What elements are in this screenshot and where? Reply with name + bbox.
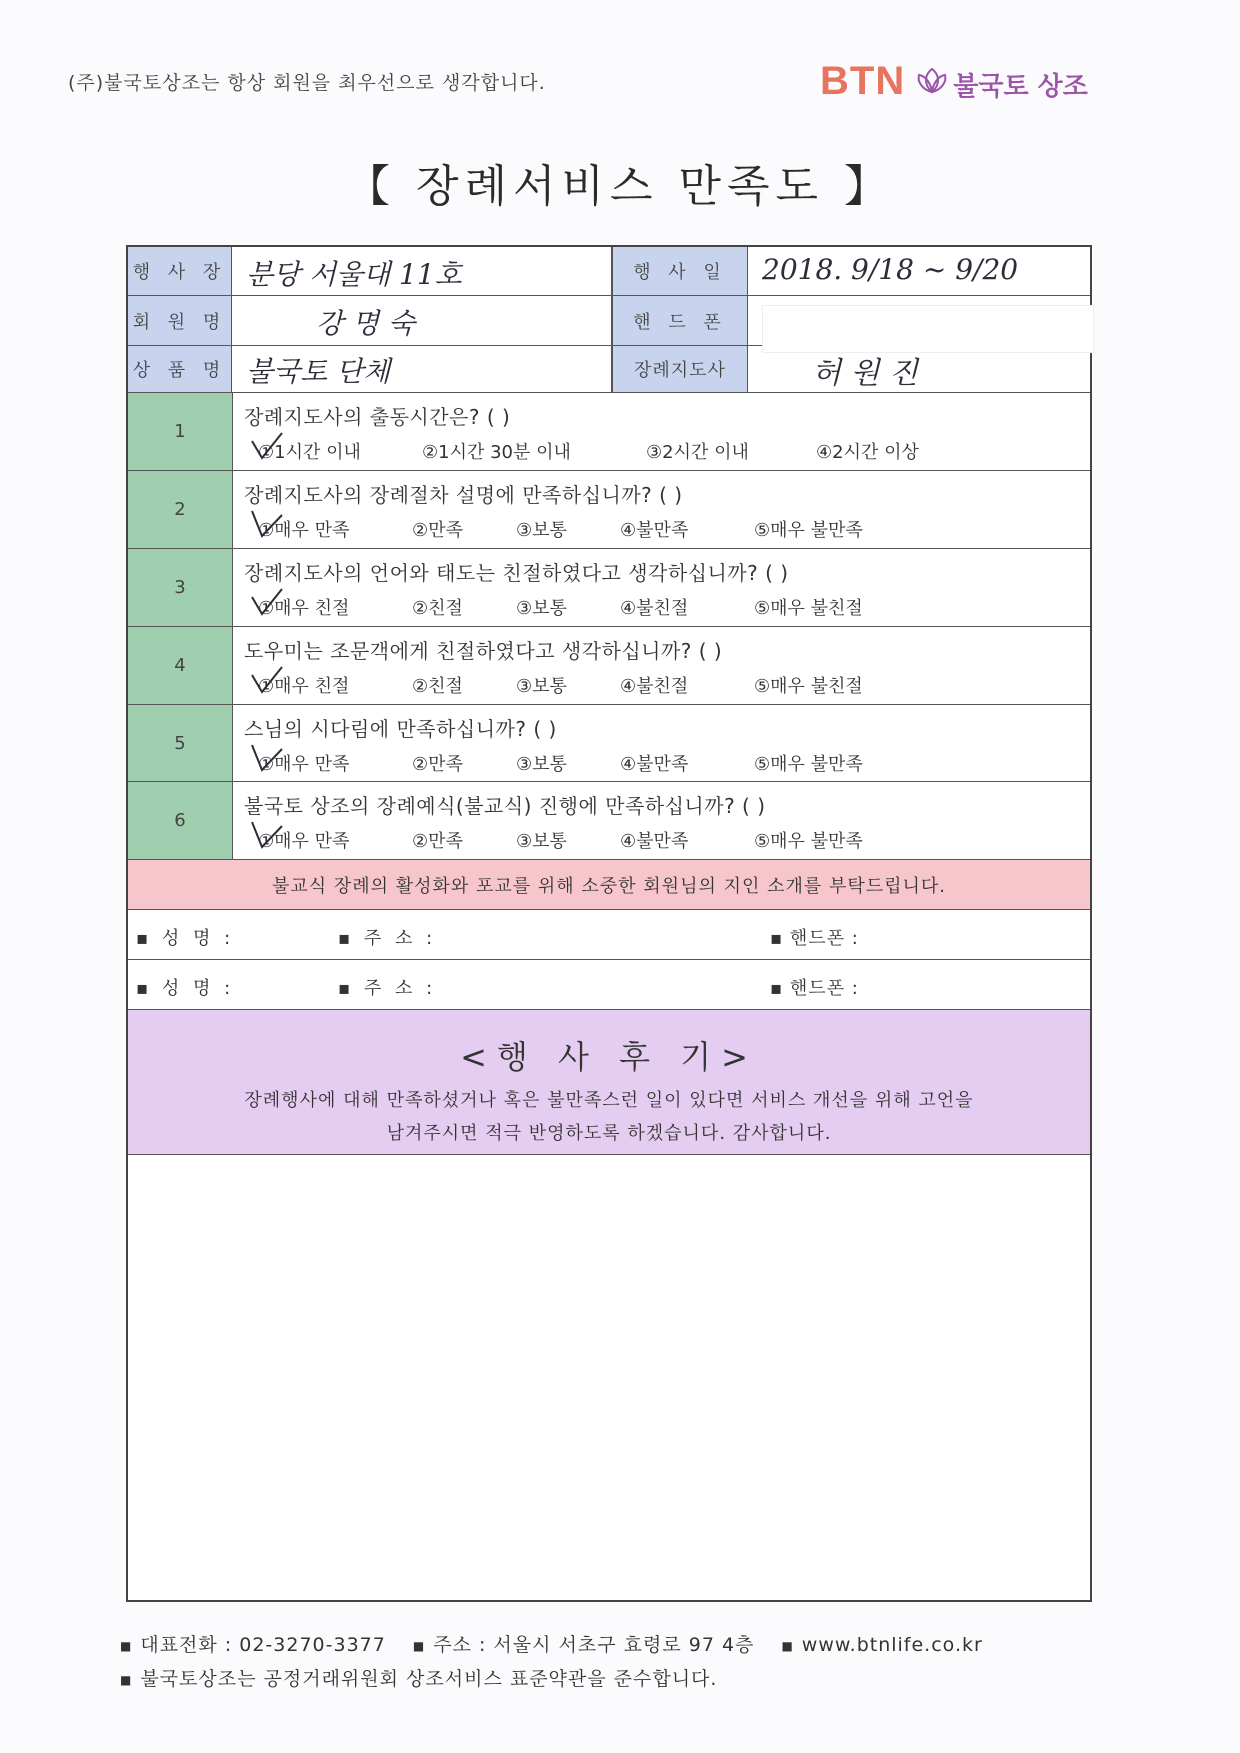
option[interactable]: ②만족 xyxy=(412,520,463,541)
option[interactable]: ③보통 xyxy=(516,831,567,852)
option[interactable]: ④불친절 xyxy=(620,598,689,619)
footer-contact: ■ 대표전화 : 02-3270-3377 ■ 주소 : 서울시 서초구 효령로 97 4층 ■ www.btnlife.co.kr xyxy=(120,1634,983,1656)
option[interactable]: ③보통 xyxy=(516,754,567,775)
question-text: 스님의 시다림에 만족하십니까? ( ) xyxy=(244,717,557,741)
question-number: 1 xyxy=(128,393,233,470)
footer-phone: 대표전화 : 02-3270-3377 xyxy=(140,1634,386,1656)
product-label: 상 품 명 xyxy=(128,346,232,392)
option[interactable]: ②친절 xyxy=(412,676,463,697)
venue-label: 행 사 장 xyxy=(128,247,232,295)
lotus-icon xyxy=(915,66,949,96)
question-number: 5 xyxy=(128,705,233,781)
checkmark-icon xyxy=(250,587,284,617)
option[interactable]: ②1시간 30분 이내 xyxy=(422,442,571,463)
option[interactable]: ①1시간 이내 xyxy=(258,442,361,463)
director-value: 허 원 진 xyxy=(812,356,919,391)
member-value: 강 명 숙 xyxy=(316,307,415,340)
option[interactable]: ⑤매우 불만족 xyxy=(754,520,863,541)
referral-name-label: ▪ 성 명 : xyxy=(136,928,235,949)
date-field[interactable] xyxy=(748,247,1090,295)
referral-address-label: ▪ 주 소 : xyxy=(338,978,437,999)
option[interactable]: ①매우 만족 xyxy=(258,831,350,852)
option[interactable]: ①매우 만족 xyxy=(258,520,350,541)
option[interactable]: ④불만족 xyxy=(620,520,689,541)
member-label: 회 원 명 xyxy=(128,296,232,345)
question-text: 불국토 상조의 장례예식(불교식) 진행에 만족하십니까? ( ) xyxy=(244,794,766,818)
option[interactable]: ②친절 xyxy=(412,598,463,619)
question-row xyxy=(128,393,1090,471)
question-number: 6 xyxy=(128,782,233,859)
footer-address: 주소 : 서울시 서초구 효령로 97 4층 xyxy=(433,1634,755,1656)
review-description xyxy=(128,1084,1090,1150)
referral-phone-label: ▪ 핸드폰 : xyxy=(770,928,859,949)
option[interactable]: ①매우 만족 xyxy=(258,754,350,775)
option[interactable]: ⑤매우 불친절 xyxy=(754,676,863,697)
redacted-phone-box xyxy=(762,305,1094,353)
logo-btn-text: BTN xyxy=(820,58,906,103)
question-row xyxy=(128,782,1090,860)
checkmark-icon xyxy=(250,509,284,539)
question-number: 4 xyxy=(128,627,233,704)
option[interactable]: ①매우 친절 xyxy=(258,598,350,619)
question-row xyxy=(128,471,1090,549)
checkmark-icon xyxy=(250,665,284,695)
review-desc-line2: 남겨주시면 적극 반영하도록 하겠습니다. 감사합니다. xyxy=(386,1123,832,1144)
option[interactable]: ④불만족 xyxy=(620,754,689,775)
option[interactable]: ③2시간 이내 xyxy=(646,442,749,463)
checkmark-icon xyxy=(250,820,284,850)
question-text: 도우미는 조문객에게 친절하였다고 생각하십니까? ( ) xyxy=(244,639,723,663)
checkmark-icon xyxy=(250,743,284,773)
footer-website[interactable]: www.btnlife.co.kr xyxy=(801,1634,983,1656)
review-header xyxy=(128,1010,1090,1155)
checkmark-icon xyxy=(250,431,284,461)
question-text: 장례지도사의 장례절차 설명에 만족하십니까? ( ) xyxy=(244,483,683,507)
option[interactable]: ⑤매우 불만족 xyxy=(754,754,863,775)
referral-name-label: ▪ 성 명 : xyxy=(136,978,235,999)
info-row-product xyxy=(128,346,1090,393)
question-number: 2 xyxy=(128,471,233,548)
footer-notice: 불국토상조는 공정거래위원회 상조서비스 표준약관을 준수합니다. xyxy=(140,1668,718,1690)
question-text: 장례지도사의 출동시간은? ( ) xyxy=(244,405,511,429)
option[interactable]: ③보통 xyxy=(516,598,567,619)
director-label: 장례지도사 xyxy=(612,346,748,392)
venue-field[interactable] xyxy=(232,247,612,295)
header-slogan: (주)불국토상조는 항상 회원을 최우선으로 생각합니다. xyxy=(68,72,546,94)
option[interactable]: ③보통 xyxy=(516,520,567,541)
option[interactable]: ②만족 xyxy=(412,754,463,775)
phone-label: 핸 드 폰 xyxy=(612,296,748,345)
review-text-area[interactable] xyxy=(128,1155,1090,1600)
question-text: 장례지도사의 언어와 태도는 친절하였다고 생각하십니까? ( ) xyxy=(244,561,789,585)
date-value: 2018. 9/18 ~ 9/20 xyxy=(762,253,1019,286)
date-label: 행 사 일 xyxy=(612,247,748,295)
question-number: 3 xyxy=(128,549,233,626)
product-value: 불국토 단체 xyxy=(246,355,391,388)
option[interactable]: ⑤매우 불친절 xyxy=(754,598,863,619)
option[interactable]: ②만족 xyxy=(412,831,463,852)
review-title: <행 사 후 기> xyxy=(460,1038,758,1076)
venue-value: 분당 서울대 11호 xyxy=(246,258,462,291)
member-field[interactable] xyxy=(232,296,612,345)
footer-notice-line: ■ 불국토상조는 공정거래위원회 상조서비스 표준약관을 준수합니다. xyxy=(120,1668,718,1690)
company-logo xyxy=(820,56,1088,106)
question-row xyxy=(128,705,1090,782)
question-row xyxy=(128,627,1090,705)
referral-row[interactable] xyxy=(128,960,1090,1010)
option[interactable]: ⑤매우 불만족 xyxy=(754,831,863,852)
option[interactable]: ③보통 xyxy=(516,676,567,697)
logo-company-name: 불국토 상조 xyxy=(953,71,1088,102)
option[interactable]: ④불친절 xyxy=(620,676,689,697)
option[interactable]: ④2시간 이상 xyxy=(816,442,919,463)
option[interactable]: ④불만족 xyxy=(620,831,689,852)
referral-row[interactable] xyxy=(128,910,1090,960)
survey-form xyxy=(126,245,1092,1602)
option[interactable]: ①매우 친절 xyxy=(258,676,350,697)
referral-banner: 불교식 장례의 활성화와 포교를 위해 소중한 회원님의 지인 소개를 부탁드립니다. xyxy=(128,860,1090,910)
info-row-venue xyxy=(128,247,1090,296)
referral-address-label: ▪ 주 소 : xyxy=(338,928,437,949)
product-field[interactable] xyxy=(232,346,612,392)
review-desc-line1: 장례행사에 대해 만족하셨거나 혹은 불만족스런 일이 있다면 서비스 개선을 위해 고언을 xyxy=(244,1090,974,1111)
referral-phone-label: ▪ 핸드폰 : xyxy=(770,978,859,999)
question-row xyxy=(128,549,1090,627)
page-title: 【 장례서비스 만족도 】 xyxy=(346,161,894,212)
